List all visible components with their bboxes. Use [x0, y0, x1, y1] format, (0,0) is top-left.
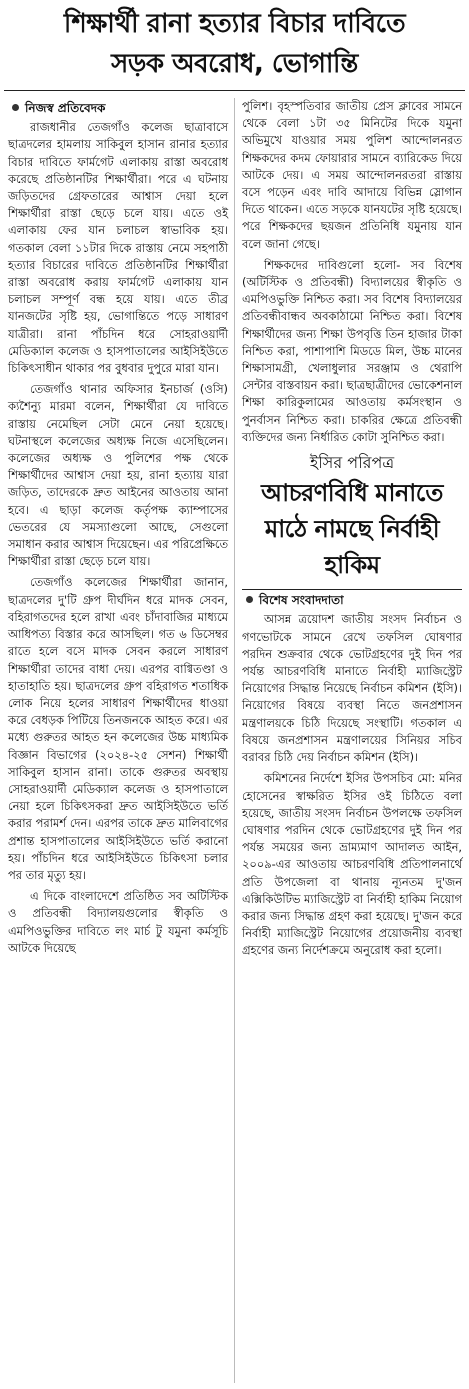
main-headline — [6, 4, 463, 84]
main-story-column-right — [242, 98, 462, 960]
main-headline-line-2: সড়ক অবরোধ, ভোগান্তি — [111, 49, 358, 79]
column-divider — [234, 98, 235, 1383]
second-headline-rule — [242, 589, 462, 590]
main-story-column-left — [8, 98, 228, 957]
main-paragraph-3: তেজগাঁও কলেজের শিক্ষার্থীরা জানান, ছাত্রদলের দু'টি গ্রুপ দীর্ঘদিন ধরে মাদক সেবন, বহিরাগতদের হলে রাখা এবং চাঁদাবাজির মাধ্যমে আধিপত্য বিস্তার করে আসছিল। গত ৬ ডিসেম্বর রাতে হলে বসে মাদক সেবন করলে সাধারণ শিক্ষার্থীরা তাদের বাধা দেয়। এরপর বাগ্বিতণ্ডা ও হাতাহাতি হয়। ছাত্রদলের গ্রুপ বহিরাগত শতাধিক লোক নিয়ে হলের সাধারণ শিক্ষার্থীদের ধাওয়া করে বেধড়ক পিটিয়ে তিনজনকে আহত করে। এর মধ্যে গুরুতর আহত হন কলেজের উচ্চ মাধ্যমিক বিজ্ঞান বিভাগের (২০২৪-২৫ সেশন) শিক্ষার্থী সাকিবুল হাসান রানা। তাকে গুরুতর অবস্থায় সোহরাওয়ার্দী মেডিক্যাল কলেজ ও হাসপাতালে নেয়া হলে চিকিৎসকরা দ্রুত আইসিইউতে ভর্তি করার পরামর্শ দেন। এরপর তাকে দ্রুত মালিবাগের প্রশান্ত হাসপাতালের আইসিইউতে ভর্তি করানো হয়। পাঁচদিন ধরে আইসিইউতে চিকিৎসা চলার পর তার মৃত্যু হয়। — [8, 575, 228, 882]
main-byline — [8, 100, 228, 117]
second-story — [242, 454, 462, 959]
main-paragraph-1: রাজধানীর তেজগাঁও কলেজ ছাত্রাবাসে ছাত্রদলের হামলায় সাকিবুল হাসান রানার হত্যার বিচার দাবিতে ফার্মগেট এলাকায় রাস্তা অবরোধ করেছে প্রতিষ্ঠানটির শিক্ষার্থীরা। পরে এ ঘটনায় জড়িতদের গ্রেফতারের আশ্বাস দেয়া হলে শিক্ষার্থীরা রাস্তা ছেড়ে চলে যায়। এতে ওই এলাকায় ফের যান চলাচল স্বাভাবিক হয়। গতকাল বেলা ১১টার দিকে রাস্তায় নেমে সহপাঠী হত্যার বিচারের দাবিতে প্রতিষ্ঠানটির শিক্ষার্থীরা রাস্তা অবরোধ করায় ফার্মগেট এলাকায় যান চলাচল সম্পূর্ণ বন্ধ হয়ে যায়। এতে তীব্র যানজটের সৃষ্টি হয়, ভোগান্তিতে পড়ে সাধারণ যাত্রীরা। রানা পাঁচদিন ধরে সোহরাওয়ার্দী মেডিক্যাল কলেজ ও হাসপাতালের আইসিইউতে চিকিৎসাধীন থাকার পর বুধবার দুপুরে মারা যান। — [8, 120, 228, 376]
second-paragraph-2: কমিশনের নির্দেশে ইসির উপসচিব মো: মনির হোসেনের স্বাক্ষরিত ইসির ওই চিঠিতে বলা হয়েছে, জাতীয় সংসদ নির্বাচন উপলক্ষে তফসিল ঘোষণার পরদিন থেকে ভোটগ্রহণের দুই দিন পর পর্যন্ত সময়ের জন্য ভ্রাম্যমাণ আদালত আইন, ২০০৯-এর আওতায় আচরণবিধি প্রতিপালনার্থে প্রতি উপজেলা বা থানায় ন্যূনতম দু'জন এক্সিকিউটিভ ম্যাজিস্ট্রেট বা নির্বাহী হাকিম নিয়োগ করার জন্য সিদ্ধান্ত গ্রহণ করা হয়েছে। দু'জন করে নির্বাহী ম্যাজিস্ট্রেট নিয়োগের প্রয়োজনীয় ব্যবস্থা গ্রহণের জন্য নির্দেশক্রমে অনুরোধ করা হলো। — [242, 771, 462, 958]
main-headline-line-1: শিক্ষার্থী রানা হত্যার বিচার দাবিতে — [63, 9, 406, 39]
bullet-icon — [246, 596, 253, 603]
second-headline-line-2: মাঠে নামছে নির্বাহী — [264, 515, 440, 544]
main-paragraph-5: শিক্ষকদের দাবিগুলো হলো- সব বিশেষ (অটিস্টিক ও প্রতিবন্ধী) বিদ্যালয়ের স্বীকৃতি ও এমপিওভুক্তি নিশ্চিত করা। সব বিশেষ বিদ্যালয়ের প্রতিবন্ধীবান্ধব অবকাঠামো নিশ্চিত করা। বিশেষ শিক্ষার্থীদের জন্য শিক্ষা উপবৃত্তি তিন হাজার টাকা নিশ্চিত করা, পাশাপাশি মিডডে মিল, উচ্চ মানের শিক্ষাসামগ্রী, খেলাধুলার সরঞ্জাম ও থেরাপি সেন্টার বাস্তবায়ন করা। ছাত্রছাত্রীদের ভোকেশনাল শিক্ষা কারিকুলামের আওতায় কর্মসংস্থান ও পুনর্বাসন নিশ্চিত করা। চাকরির ক্ষেত্রে প্রতিবন্ধী ব্যক্তিদের জন্য নির্ধারিত কোটা সুনিশ্চিত করা। — [242, 257, 462, 444]
main-byline-text: নিজস্ব প্রতিবেদক — [25, 101, 106, 115]
second-story-kicker: ইসির পরিপত্র — [309, 453, 395, 473]
main-paragraph-2: তেজগাঁও থানার অফিসার ইনচার্জ (ওসি) ক্যশৈন্যু মারমা বলেন, শিক্ষার্থীরা যে দাবিতে রাস্তায় নেমেছিল সেটা মেনে নেয়া হয়েছে। ঘটনাস্থলে কলেজের অধ্যক্ষ নিজে এসেছিলেন। কলেজের অধ্যক্ষ ও পুলিশের পক্ষ থেকে শিক্ষার্থীদের আশ্বাস দেয়া হয়, রানা হত্যায় যারা জড়িত, তাদেরকে দ্রুত আইনের আওতায় আনা হবে। এ ছাড়া কলেজ কর্তৃপক্ষ ক্যাম্পাসের ভেতরের যে সমস্যাগুলো আছে, সেগুলো সমাধান করার আশ্বাস দিয়েছেন। এর পরিপ্রেক্ষিতে শিক্ষার্থীরা রাস্তা ছেড়ে চলে যায়। — [8, 382, 228, 569]
bullet-icon — [12, 104, 19, 111]
main-paragraph-4-start: এ দিকে বাংলাদেশে প্রতিষ্ঠিত সব অটিস্টিক ও প্রতিবন্ধী বিদ্যালয়গুলোর স্বীকৃতি ও এমপিওভুক্তির দাবিতে লং মার্চ টু যমুনা কর্মসূচি আটকে দিয়েছে — [8, 889, 228, 955]
second-byline — [242, 592, 462, 609]
second-byline-text: বিশেষ সংবাদদাতা — [259, 593, 344, 608]
second-story-headline — [242, 475, 462, 583]
second-paragraph-1: আসন্ন ত্রয়োদশ জাতীয় সংসদ নির্বাচন ও গণভোটকে সামনে রেখে তফসিল ঘোষণার পরদিন শুক্রবার থেকে ভোটগ্রহণের দুই দিন পর পর্যন্ত আচরণবিধি মানাতে নির্বাহী ম্যাজিস্ট্রেট নিয়োগের সিদ্ধান্ত নিয়েছে নির্বাচন কমিশন (ইসি)। নিয়োগের বিষয়ে ব্যবস্থা নিতে জনপ্রশাসন মন্ত্রণালয়কে চিঠি দিয়েছে সংস্থাটি। গতকাল এ বিষয়ে জনপ্রশাসন মন্ত্রণালয়ের সিনিয়র সচিব বরাবর চিঠি দেয় নির্বাচন কমিশন (ইসি)। — [242, 612, 462, 765]
second-headline-line-3: হাকিম — [324, 551, 380, 580]
main-paragraph-4-continued: পুলিশ। বৃহস্পতিবার জাতীয় প্রেস ক্লাবের সামনে থেকে বেলা ১টা ৩৫ মিনিটের দিকে যমুনা অভিমুখে যাওয়ার সময় পুলিশ আন্দোলনরত শিক্ষকদের কদম ফোয়ারার সামনে ব্যারিকেড দিয়ে আটকে দেয়। এ সময় আন্দোলনরতরা রাস্তায় বসে পড়েন এবং দাবি আদায়ে বিভিন্ন স্লোগান দিতে থাকেন। এতে সড়কে যানযটের সৃষ্টি হয়েছে। পরে শিক্ষকদের ছয়জন প্রতিনিধি যমুনায় যান বলে জানা গেছে। — [242, 99, 462, 251]
second-headline-line-1: আচরণবিধি মানাতে — [261, 479, 443, 508]
headline-rule — [4, 90, 465, 91]
